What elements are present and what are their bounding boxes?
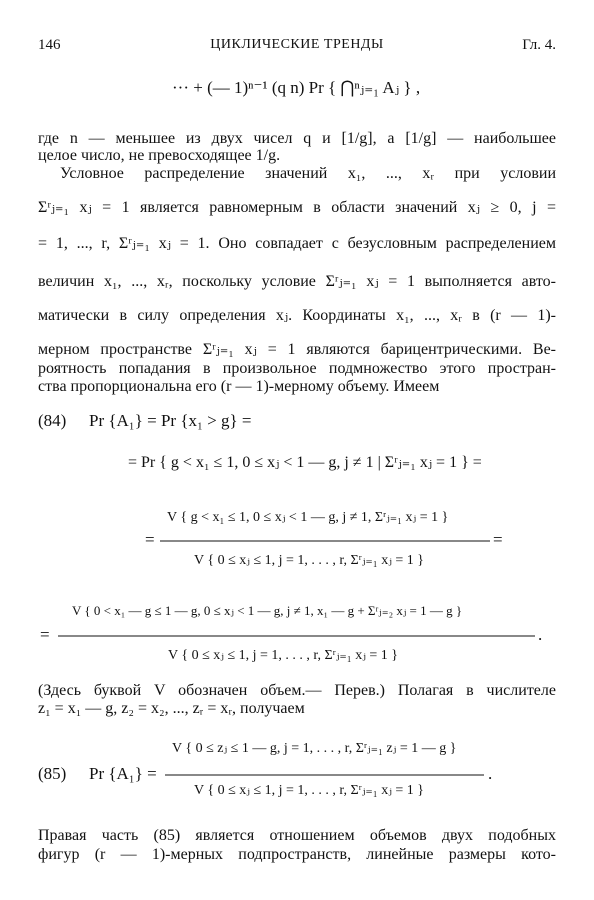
eq84-frac2-eq-sign: = — [40, 625, 50, 644]
paragraph-line: Σʳⱼ₌₁ xⱼ = 1 является равномерным в области значений xⱼ ≥ 0, j = — [38, 199, 556, 216]
eq84-frac2-period: . — [538, 625, 543, 644]
paragraph-line: = 1, ..., r, Σʳⱼ₌₁ xⱼ = 1. Оно совпадает с безусловным распределением — [38, 235, 556, 252]
eq85-denominator: V { 0 ≤ xⱼ ≤ 1, j = 1, . . . , r, Σʳⱼ₌₁ xⱼ = 1 } — [194, 783, 425, 798]
equation-number-84: (84) — [38, 411, 67, 430]
paragraph-line: ства пропорциональна его (r — 1)-мерному объему. Имеем — [38, 378, 440, 395]
paragraph-line: матически в силу определения xⱼ. Координаты x₁, ..., xᵣ в (r — 1)- — [38, 307, 556, 324]
eq85-period: . — [488, 764, 493, 783]
paragraph-line: целое число, не превосходящее 1/g. — [38, 147, 281, 164]
eq84-frac2-denominator: V { 0 ≤ xⱼ ≤ 1, j = 1, . . . , r, Σʳⱼ₌₁ xⱼ = 1 } — [168, 648, 399, 663]
page-number: 146 — [38, 37, 61, 53]
paragraph-line: (Здесь буквой V обозначен объем.— Перев.) Полагая в числителе — [38, 682, 556, 699]
eq84-frac1-eq-sign: = — [145, 530, 155, 549]
paragraph-line: Условное распределение значений x₁, ..., xᵣ при условии — [60, 165, 557, 182]
eq84-line1: Pr {A₁} = Pr {x₁ > g} = — [89, 411, 252, 430]
eq84-frac1-denominator: V { 0 ≤ xⱼ ≤ 1, j = 1, . . . , r, Σʳⱼ₌₁ xⱼ = 1 } — [194, 553, 425, 568]
eq84-frac2-numerator: V { 0 < x₁ — g ≤ 1 — g, 0 ≤ xⱼ < 1 — g, j ≠ 1, x₁ — g + Σʳⱼ₌₂ xⱼ = 1 — g } — [72, 603, 463, 618]
eq85-lhs: Pr {A₁} = — [89, 764, 157, 783]
chapter-label: Гл. 4. — [522, 37, 556, 53]
eq85-numerator: V { 0 ≤ zⱼ ≤ 1 — g, j = 1, . . . , r, Σʳⱼ₌₁ zⱼ = 1 — g } — [172, 741, 457, 756]
eq84-frac1-numerator: V { g < x₁ ≤ 1, 0 ≤ xⱼ < 1 — g, j ≠ 1, Σʳⱼ₌₁ xⱼ = 1 } — [167, 510, 449, 525]
paragraph-line: фигур (r — 1)-мерных подпространств, линейные размеры кото- — [38, 846, 556, 863]
paragraph-line: величин x₁, ..., xᵣ, поскольку условие Σʳⱼ₌₁ xⱼ = 1 выполняется авто- — [38, 273, 556, 290]
eq84-line2: = Pr { g < x₁ ≤ 1, 0 ≤ xⱼ < 1 — g, j ≠ 1 | Σʳⱼ₌₁ xⱼ = 1 } = — [128, 454, 482, 471]
paragraph-line: z₁ = x₁ — g, z₂ = x₂, ..., zᵣ = xᵣ, получаем — [38, 700, 305, 717]
running-title: ЦИКЛИЧЕСКИЕ ТРЕНДЫ — [210, 37, 384, 52]
paragraph-line: роятность попадания в произвольное подмножество этого простран- — [38, 360, 556, 377]
formula-top: ··· + (— 1)ⁿ⁻¹ (q n) Pr { ⋂ⁿⱼ₌₁ Aⱼ } , — [172, 78, 421, 97]
equation-number-85: (85) — [38, 764, 67, 783]
eq84-frac1-eq-sign-right: = — [493, 530, 503, 549]
paragraph-line: мерном пространстве Σʳⱼ₌₁ xⱼ = 1 являются барицентрическими. Ве- — [38, 341, 556, 358]
paragraph-line: где n — меньшее из двух чисел q и [1/g], а [1/g] — наибольшее — [38, 130, 556, 147]
paragraph-line: Правая часть (85) является отношением объемов двух подобных — [38, 827, 556, 844]
